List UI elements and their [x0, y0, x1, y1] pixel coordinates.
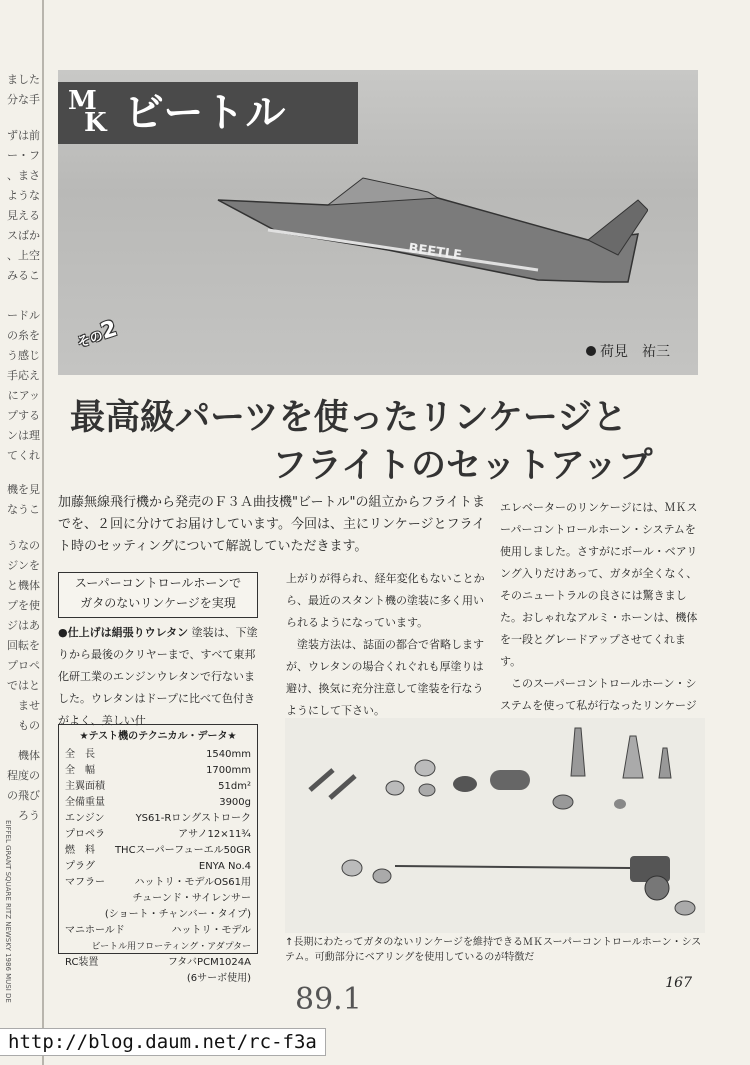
column-2-body-2: 塗装方法は、誌面の都合で省略しますが、ウレタンの場合くれぐれも厚塗りは避け、換気に充分注意して塗装を行なうようにして下さい。: [286, 638, 484, 717]
margin-fragment: プする: [7, 409, 40, 422]
spec-row: [65, 891, 251, 907]
margin-fragment: ではと: [7, 679, 40, 692]
bullet-icon: [586, 346, 596, 356]
margin-fragment: う感じ: [7, 349, 40, 362]
spec-key: 燃 料: [65, 845, 95, 856]
spec-key: 主翼面積: [65, 781, 105, 792]
margin-fragment: の飛び: [7, 789, 40, 802]
spec-row: [65, 971, 251, 987]
spec-row: [65, 779, 251, 795]
spec-key: [65, 971, 113, 987]
spec-key: [65, 907, 105, 923]
title-mk-k: K: [84, 108, 107, 138]
margin-fragment: 機体: [18, 749, 40, 762]
page-fold: [42, 0, 44, 1065]
spec-value: 1700mm: [206, 765, 251, 776]
margin-fragment: ずは前: [7, 129, 40, 142]
spec-row: [65, 811, 251, 827]
margin-fragment: ンは理: [7, 429, 40, 442]
spec-value: ビートル用フローティング・アダプター: [91, 942, 251, 952]
control-horn-parts-image: [285, 718, 705, 933]
margin-fragment: と機体: [7, 579, 40, 592]
author-name: 荷見 祐三: [600, 344, 670, 360]
spec-key: マニホールド: [65, 925, 125, 936]
margin-fragment: みるこ: [7, 269, 40, 282]
spec-row: [65, 955, 251, 971]
spec-row: [65, 843, 251, 859]
margin-fragment: ジンを: [7, 559, 40, 572]
spec-table-title: ★テスト機のテクニカル・データ★: [79, 731, 237, 742]
facing-page-margin: [0, 60, 42, 1020]
headline-line-2: フライトのセットアップ: [272, 446, 653, 486]
spec-key: 全備重量: [65, 797, 105, 808]
spec-key: 全 長: [65, 749, 95, 760]
spec-row: [65, 795, 251, 811]
margin-fragment: スばか: [7, 229, 40, 242]
margin-fragment: てくれ: [7, 449, 40, 462]
spec-value: 1540mm: [206, 749, 251, 760]
spec-row: [65, 875, 251, 891]
margin-fragment: ませ: [18, 699, 40, 712]
spec-value: チューンド・サイレンサー: [132, 893, 251, 904]
article-series-title: ビートル: [124, 90, 287, 136]
airplane-illustration: [208, 170, 648, 300]
margin-fragment: ました: [7, 73, 40, 86]
margin-fragment: もの: [18, 719, 40, 732]
column-3-body-2: このスーパーコントロールホーン・システムを使って私が行なったリンケージ: [500, 677, 697, 712]
parts-photo: [285, 718, 705, 933]
margin-fragment: 見える: [7, 209, 40, 222]
spec-row: [65, 763, 251, 779]
title-badge: [58, 82, 358, 144]
margin-fragment: なうこ: [7, 503, 40, 516]
spec-value: ENYA No.4: [198, 861, 251, 872]
spec-value: 51dm²: [218, 781, 251, 792]
plane-marking: BEETLE: [407, 241, 463, 264]
handwritten-date: 89.1: [295, 982, 362, 1017]
spec-value: (6サーボ使用): [186, 973, 251, 984]
margin-fragment: にアッ: [7, 389, 40, 402]
margin-fragment: 回転を: [7, 639, 40, 652]
section-heading-line-2: ガタのないリンケージを実現: [80, 596, 236, 610]
spec-row: [65, 907, 251, 923]
spec-key: RC装置: [65, 957, 99, 968]
column-3-body-1: エレベーターのリンケージには、ＭＫスーパーコントロールホーン・システムを使用しました。さすがにボール・ベアリング入りだけあって、ガタが全くなく、そのニュートラルの良さには驚きました。おしゃれなアルミ・ホーンは、機体を一段とグレードアップさせてくれます。: [500, 501, 698, 668]
photo-caption: ↑長期にわたってガタのないリンケージを維持できるＭＫスーパーコントロールホーン・システム。可動部分にベアリングを使用しているのが特徴だ: [285, 937, 702, 963]
spec-value: 3900g: [219, 797, 251, 808]
margin-fragment: 、まさ: [7, 169, 40, 182]
margin-fragment: ろう: [18, 809, 40, 822]
margin-fragment: 機を見: [7, 483, 40, 496]
margin-fragment: 手応え: [7, 369, 40, 382]
part-number: 2: [97, 316, 121, 345]
spec-table: [58, 724, 258, 984]
spec-value: アサノ12×11¾: [178, 829, 251, 840]
spec-value: THCスーパーフューエル50GR: [114, 845, 251, 856]
spec-row: [65, 923, 251, 939]
margin-fragment: 分な手: [7, 93, 40, 106]
source-url-watermark: http://blog.daum.net/rc-f3a: [0, 1028, 326, 1056]
spec-row: [65, 827, 251, 843]
margin-fragment: プロペ: [7, 659, 40, 672]
spec-key: マフラー: [65, 877, 105, 888]
part-label-prefix: その: [75, 328, 105, 351]
spec-key: 全 幅: [65, 765, 95, 776]
spec-key: [65, 891, 113, 907]
margin-fragment: ジはあ: [7, 619, 40, 632]
spec-key: エンジン: [65, 813, 105, 824]
margin-fragment: ような: [7, 189, 40, 202]
title-mk-m: M: [68, 86, 97, 116]
spec-row: [65, 747, 251, 763]
margin-fragment: ードル: [7, 309, 40, 322]
section-heading-box: [58, 572, 258, 618]
part-label: [73, 316, 120, 353]
column-2-body-1: 上がりが得られ、経年変化もないことから、最近のスタント機の塗装に多く用いられるようになっています。: [286, 572, 485, 629]
subheading-finish: ●仕上げは絹張りウレタン: [58, 626, 189, 639]
spec-value: フタバPCM1024A: [167, 957, 251, 968]
spec-value: ハットリ・モデルOS61用: [134, 877, 251, 888]
headline-line-1: 最高級パーツを使ったリンケージと: [70, 398, 628, 438]
margin-fragment: うなの: [7, 539, 40, 552]
hero-photo: [58, 70, 698, 375]
section-heading-line-1: スーパーコントロールホーンで: [74, 576, 242, 590]
spec-key: [65, 939, 92, 955]
margin-fragment: 、上空: [7, 249, 40, 262]
spec-value: YS61-Rロングストローク: [135, 813, 251, 824]
lead-paragraph: 加藤無線飛行機から発売のＦ３Ａ曲技機"ビートル"の組立からフライトまでを、２回に分けてお届けしています。今回は、主にリンケージとフライト時のセッティングについて解説していただきます。: [58, 495, 486, 554]
spec-value: ハットリ・モデル: [171, 925, 251, 936]
page-number: 167: [665, 975, 692, 991]
column-1: [58, 622, 258, 732]
spec-key: プロペラ: [65, 829, 105, 840]
author-credit: [586, 341, 670, 361]
spec-value: (ショート・チャンバー・タイプ): [104, 909, 251, 920]
margin-fragment: の糸を: [7, 329, 40, 342]
margin-fragment: 程度の: [7, 769, 40, 782]
margin-fragment: ー・フ: [7, 149, 40, 162]
spec-row: [65, 939, 251, 955]
spec-key: プラグ: [65, 861, 95, 872]
margin-ad-text: EIFFEL GRANT SQUARE RITZ NEWSKY 1986 MUSI DE: [4, 820, 12, 1003]
column-1-body: 塗装は、下塗りから最後のクリヤーまで、すべて東邦化研工業のエンジンウレタンで行ないました。ウレタンはドープに比べて色付きがよく、美しい仕: [58, 626, 258, 727]
spec-row: [65, 859, 251, 875]
margin-fragment: プを使: [7, 599, 40, 612]
